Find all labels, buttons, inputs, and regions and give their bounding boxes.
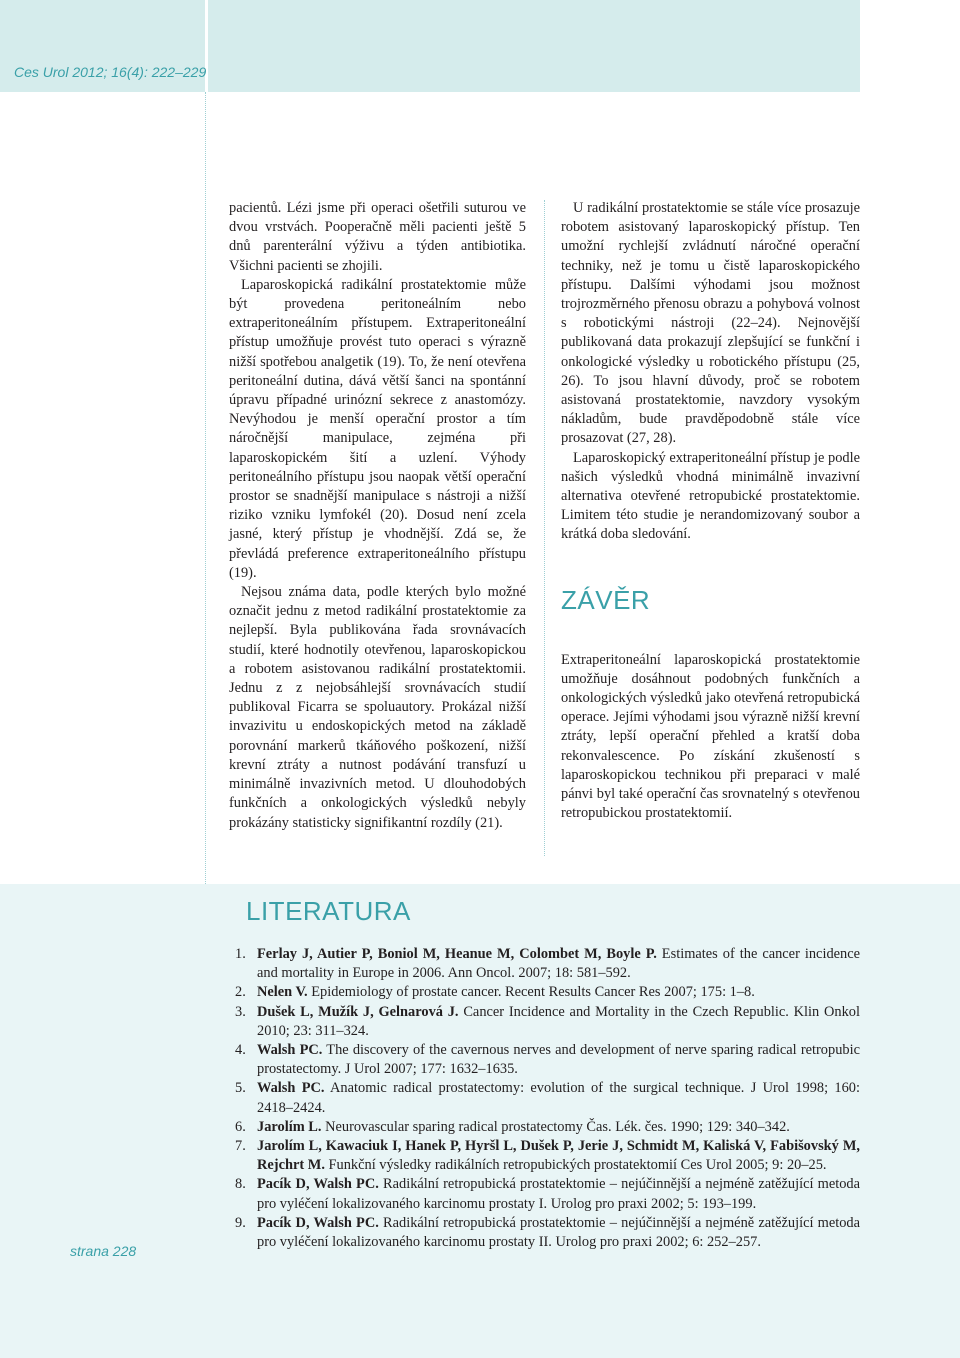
paragraph: Nejsou známa data, podle kterých bylo možné označit jednu z metod radikální prostatektomie za nejlepší. Byla publikována řada srovnávacích studií, které hodnotily otevřenou, laparoskopickou a robotem asistovanou radikální prostatektomii. Jednu z z nejobsáhlejší srovnávacích studií publikoval Ficarra se spoluautory. Prokázal nižší invazivitu u endoskopických metod na základě porovnání markerů tkáňového poškození, nižší krevní ztráty a nutnost podávání transfuzí u minimálně invazivních metod. U dlouhodobých funkčních a onkologických výsledků nebyly prokázány statisticky signifikantní rozdíly (21).: [229, 584, 526, 831]
reference-item: [235, 1003, 860, 1041]
reference-authors: Jarolím L.: [257, 1118, 322, 1135]
reference-item: [235, 1175, 860, 1213]
reference-authors: Pacík D, Walsh PC.: [257, 1214, 379, 1231]
paragraph: Extraperitoneální laparoskopická prostatektomie umožňuje dosáhnout podobných funkčních a onkologických výsledků jako otevřená retropubická operace. Jejími výhodami jsou výrazně nižší krevní ztráty, lepší operační přehled a kratší doba rekonvalescence. Po získání zkušeností s laparoskopickou technikou při preparaci v malé pánvi byl také operační čas srovnatelný s otevřenou retropubickou prostatektomií.: [561, 651, 860, 822]
reference-text: Funkční výsledky radikálních retropubických prostatektomií Ces Urol 2005; 9: 20–25.: [324, 1157, 827, 1174]
page-number: strana 228: [70, 1243, 137, 1259]
reference-number: 5.: [235, 1080, 246, 1097]
reference-item: [235, 983, 860, 1002]
reference-item: [235, 1137, 860, 1175]
reference-authors: Walsh PC.: [257, 1042, 323, 1059]
reference-number: 7.: [235, 1138, 246, 1155]
reference-number: 9.: [235, 1214, 246, 1231]
right-column: [561, 199, 860, 823]
section-heading-literature: LITERATURA: [246, 896, 411, 926]
reference-text: Neurovascular sparing radical prostatectomy Čas. Lék. čes. 1990; 129: 340–342.: [321, 1118, 790, 1135]
paragraph: U radikální prostatektomie se stále více prosazuje robotem asistovaný laparoskopický přístup. Ten umožní rychlejší zvládnutí náročné operační techniky, než je tomu u čistě laparoskopického přístupu. Dalšími výhodami jsou možnost trojrozměrného přenosu obrazu a pohybová volnost s robotickými nástroji (22–24). Nejnovější publikovaná data prokazují zlepšující se funkční i onkologické výsledky u robotického přístupu (25, 26). To jsou hlavní důvody, proč se robotem asistovaná prostatektomie, navzdory vysokým nákladům, bude pravděpodobně stále více prosazovat (27, 28).: [561, 200, 860, 447]
reference-text: Cancer Incidence and Mortality in the Czech Republic. Klin Onkol 2010; 23: 311–324.: [257, 1003, 860, 1039]
reference-authors: Nelen V.: [257, 984, 308, 1001]
reference-text: The discovery of the cavernous nerves and development of nerve sparing radical retropubic prostatectomy. J Urol 2007; 177: 1632–1635.: [257, 1042, 860, 1078]
reference-authors: Dušek L, Mužík J, Gelnarová J.: [257, 1003, 459, 1020]
reference-number: 4.: [235, 1042, 246, 1059]
reference-item: [235, 1041, 860, 1079]
reference-number: 8.: [235, 1176, 246, 1193]
reference-authors: Pacík D, Walsh PC.: [257, 1176, 379, 1193]
section-heading-conclusion: ZÁVĚR: [561, 584, 651, 615]
reference-text: Epidemiology of prostate cancer. Recent Results Cancer Res 2007; 175: 1–8.: [307, 984, 755, 1001]
reference-number: 2.: [235, 984, 246, 1001]
left-column: [229, 199, 526, 833]
reference-item: [235, 945, 860, 983]
paragraph: Laparoskopický extraperitoneální přístup je podle našich výsledků vhodná minimálně invazivní alternativa otevřené retropubické prostatektomie. Limitem této studie je nerandomizovaný soubor a krátká doba sledování.: [561, 449, 860, 543]
column-separator: [544, 200, 545, 856]
paragraph: Laparoskopická radikální prostatektomie může být provedena peritoneálním nebo extraperitoneálním přístupem. Extraperitoneální přístup umožňuje provést tuto operaci s výrazně nižší spotřebou analgetik (19). To, že není otevřena peritoneální dutina, dává větší šanci na spontánní úpravu případné urinózní sekrece z anastomózy. Nevýhodou je menší operační prostor a tím náročnější manipulace, zejména při laparoskopickém šití a uzlení. Výhody peritoneálního přístupu jsou naopak větší operační prostor se snadnější manipulace s nástroji a nižší riziko vzniku lymfokél (20). Dosud není zcela jasné, který přístup je vhodnější. Zdá se, že převládá preference extraperitoneálního přístupu (19).: [229, 276, 526, 581]
reference-authors: Ferlay J, Autier P, Boniol M, Heanue M, Colombet M, Boyle P.: [257, 946, 657, 962]
reference-text: Radikální retropubická prostatektomie – nejúčinnější a nejméně zatěžující metoda pro vyléčení lokalizovaného karcinomu prostaty I. Urolog pro praxi 2002; 5: 193–199.: [257, 1176, 860, 1212]
reference-authors: Walsh PC.: [257, 1080, 325, 1097]
reference-list: [235, 945, 860, 1252]
reference-text: Anatomic radical prostatectomy: evolution of the surgical technique. J Urol 1998; 160: 2418–2424.: [257, 1080, 860, 1116]
reference-authors: Jarolím L, Kawaciuk I, Hanek P, Hyršl L, Dušek P, Jerie J, Schmidt M, Kaliská V, Fabišovský M, Rejchrt M.: [257, 1138, 860, 1174]
reference-number: 6.: [235, 1118, 246, 1135]
paragraph: pacientů. Lézi jsme při operaci ošetřili suturou ve dvou vrstvách. Pooperačně měli pacienti ještě 5 dnů parenterální výživu a týden antibiotika. Všichni pacienti se zhojili.: [229, 200, 526, 274]
reference-item: [235, 1214, 860, 1252]
reference-text: Estimates of the cancer incidence and mortality in Europe in 2006. Ann Oncol. 2007; 18: 581–592.: [257, 946, 860, 982]
reference-number: 3.: [235, 1003, 246, 1020]
reference-item: [235, 1079, 860, 1117]
reference-item: [235, 1118, 860, 1137]
reference-number: 1.: [235, 946, 246, 962]
journal-reference: Ces Urol 2012; 16(4): 222–229: [14, 64, 207, 80]
reference-text: Radikální retropubická prostatektomie – nejúčinnější a nejméně zatěžující metoda pro vyléčení lokalizovaného karcinomu prostaty II. Urolog pro praxi 2002; 6: 252–257.: [257, 1214, 860, 1251]
